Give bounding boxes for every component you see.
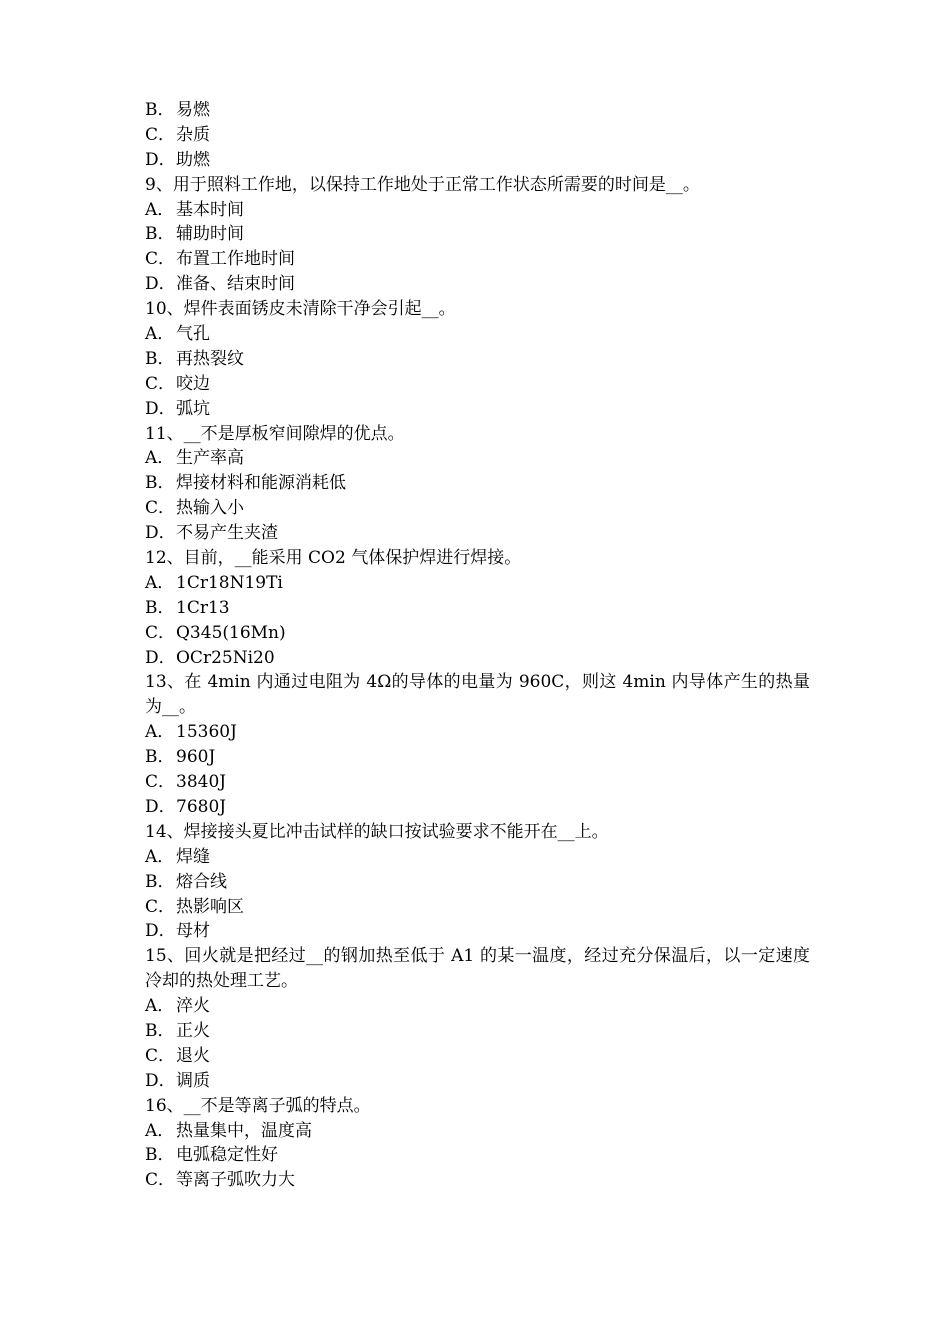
option-text: 基本时间 — [176, 199, 244, 220]
option-letter: B． — [145, 348, 175, 369]
answer-option — [145, 919, 810, 944]
question-text: 15、回火就是把经过__的钢加热至低于 A1 的某一温度，经过充分保温后，以一定速度冷却的热处理工艺。 — [145, 946, 810, 992]
option-text: 生产率高 — [176, 448, 244, 469]
question-text: 12、目前，__能采用 CO2 气体保护焊进行焊接。 — [145, 548, 522, 569]
question-text: 14、焊接接头夏比冲击试样的缺口按试验要求不能开在__上。 — [145, 821, 609, 842]
option-letter: A． — [145, 1120, 175, 1141]
option-text: 杂质 — [176, 124, 210, 145]
option-letter: C． — [145, 896, 176, 917]
option-text: 助燃 — [176, 149, 210, 170]
answer-option — [145, 795, 810, 820]
option-text: 焊缝 — [176, 846, 210, 867]
option-letter: B． — [145, 1021, 175, 1042]
option-letter: C． — [145, 1170, 176, 1191]
option-text: 3840J — [176, 772, 227, 793]
option-letter: C． — [145, 124, 176, 145]
option-letter: C． — [145, 249, 176, 270]
option-text: 淬火 — [176, 996, 210, 1017]
answer-option — [145, 571, 810, 596]
answer-option — [145, 895, 810, 920]
option-letter: A． — [145, 996, 175, 1017]
answer-option — [145, 1143, 810, 1168]
option-letter: C． — [145, 622, 176, 643]
option-text: 电弧稳定性好 — [176, 1145, 278, 1166]
option-text: 等离子弧吹力大 — [176, 1170, 295, 1191]
answer-option — [145, 994, 810, 1019]
option-letter: B． — [145, 473, 175, 494]
option-text: Q345(16Mn) — [176, 622, 286, 643]
answer-option — [145, 596, 810, 621]
question-text: 16、__不是等离子弧的特点。 — [145, 1095, 371, 1116]
option-text: 弧坑 — [176, 398, 210, 419]
answer-option — [145, 1119, 810, 1144]
option-text: 辅助时间 — [176, 224, 244, 245]
option-text: 热影响区 — [176, 896, 244, 917]
option-text: 布置工作地时间 — [176, 249, 295, 270]
option-letter: D． — [145, 647, 176, 668]
answer-option — [145, 372, 810, 397]
option-letter: A． — [145, 448, 175, 469]
answer-option — [145, 770, 810, 795]
answer-option — [145, 720, 810, 745]
option-letter: B． — [145, 1145, 175, 1166]
option-text: 易燃 — [176, 100, 210, 120]
option-letter: D． — [145, 921, 176, 942]
answer-option — [145, 471, 810, 496]
answer-option — [145, 123, 810, 148]
option-text: 正火 — [176, 1021, 210, 1042]
option-text: 熔合线 — [176, 871, 227, 892]
answer-option — [145, 347, 810, 372]
answer-option — [145, 98, 810, 123]
option-letter: D． — [145, 274, 176, 295]
question-text: 9、用于照料工作地，以保持工作地处于正常工作状态所需要的时间是__。 — [145, 174, 700, 195]
answer-option — [145, 1044, 810, 1069]
option-text: 960J — [176, 747, 216, 768]
option-text: 咬边 — [176, 373, 210, 394]
question-text: 10、焊件表面锈皮未清除干净会引起__。 — [145, 299, 456, 320]
answer-option — [145, 322, 810, 347]
option-text: 7680J — [176, 796, 227, 817]
answer-option — [145, 247, 810, 272]
answer-option — [145, 521, 810, 546]
option-text: 热量集中，温度高 — [176, 1120, 312, 1141]
answer-option — [145, 621, 810, 646]
option-text: 1Cr13 — [176, 597, 230, 618]
option-text: 退火 — [176, 1045, 210, 1066]
option-letter: B． — [145, 747, 175, 768]
option-text: OCr25Ni20 — [176, 647, 275, 668]
answer-option — [145, 646, 810, 671]
option-letter: C． — [145, 498, 176, 519]
option-text: 1Cr18N19Ti — [176, 572, 283, 593]
answer-option — [145, 198, 810, 223]
answer-option — [145, 496, 810, 521]
option-letter: B． — [145, 224, 175, 245]
option-text: 15360J — [176, 722, 237, 743]
question-text: 13、在 4min 内通过电阻为 4Ω的导体的电量为 960C，则这 4min 内导体产生的热量为__。 — [145, 672, 810, 718]
option-letter: A． — [145, 572, 175, 593]
option-text: 准备、结束时间 — [176, 274, 295, 295]
option-letter: D． — [145, 796, 176, 817]
answer-option — [145, 1069, 810, 1094]
option-letter: D． — [145, 149, 176, 170]
answer-option — [145, 397, 810, 422]
option-text: 不易产生夹渣 — [176, 523, 278, 544]
option-text: 焊接材料和能源消耗低 — [176, 473, 346, 494]
answer-option — [145, 870, 810, 895]
option-letter: C． — [145, 1045, 176, 1066]
answer-option — [145, 272, 810, 297]
answer-option — [145, 845, 810, 870]
answer-option — [145, 148, 810, 173]
answer-option — [145, 222, 810, 247]
option-text: 再热裂纹 — [176, 348, 244, 369]
option-letter: B． — [145, 597, 175, 618]
option-letter: C． — [145, 772, 176, 793]
option-text: 气孔 — [176, 324, 210, 345]
option-text: 调质 — [176, 1070, 210, 1091]
option-letter: D． — [145, 398, 176, 419]
option-letter: B． — [145, 100, 175, 120]
answer-option — [145, 446, 810, 471]
option-letter: D． — [145, 1070, 176, 1091]
option-letter: A． — [145, 324, 175, 345]
document-page — [145, 98, 810, 1193]
option-letter: D． — [145, 523, 176, 544]
answer-option — [145, 745, 810, 770]
answer-option — [145, 1019, 810, 1044]
option-letter: B． — [145, 871, 175, 892]
answer-option — [145, 1168, 810, 1193]
question-text: 11、__不是厚板窄间隙焊的优点。 — [145, 423, 405, 444]
option-text: 母材 — [176, 921, 210, 942]
option-letter: C． — [145, 373, 176, 394]
option-letter: A． — [145, 722, 175, 743]
option-text: 热输入小 — [176, 498, 244, 519]
option-letter: A． — [145, 199, 175, 220]
option-letter: A． — [145, 846, 175, 867]
